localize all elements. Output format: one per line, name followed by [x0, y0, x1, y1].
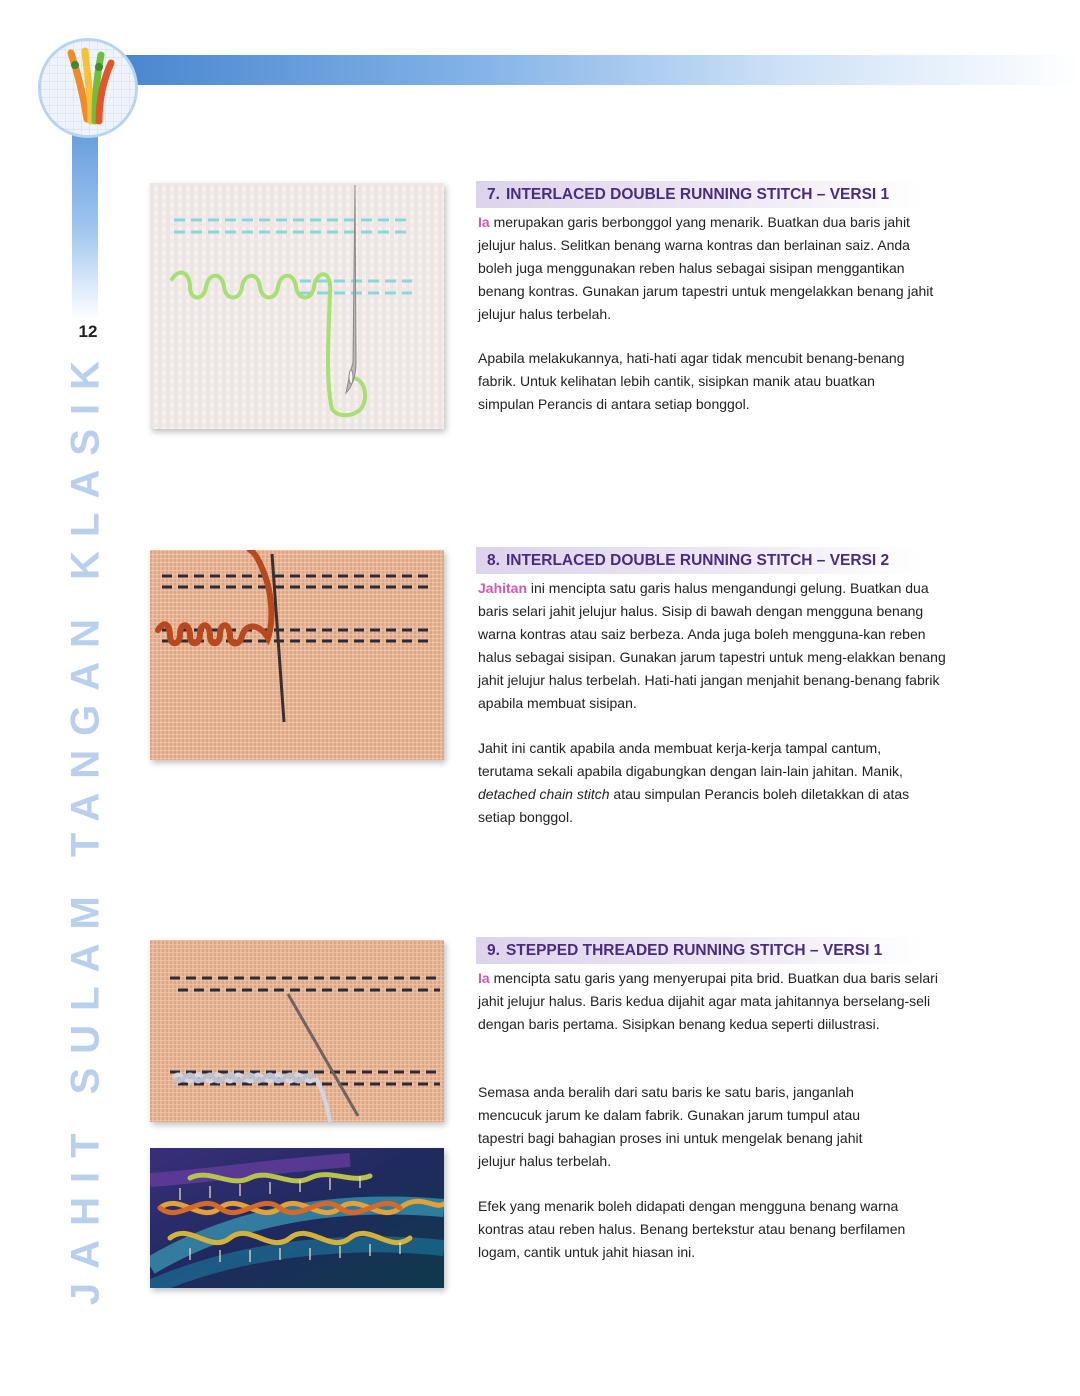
section-title-7 — [476, 181, 921, 208]
section-9-paragraph-3: Efek yang menarik boleh didapati dengan mengguna benang warna kontras atau reben halus. Benang bertekstur atau benang berfilamen logam, cantik untuk jahit hiasan ini. — [478, 1198, 906, 1260]
section-heading: INTERLACED DOUBLE RUNNING STITCH – VERSI 1 — [505, 186, 890, 203]
stitch-photo-8 — [150, 550, 444, 760]
lead-word: Ia — [478, 970, 490, 986]
stitch-illustration-7 — [150, 183, 444, 429]
lead-word: Ia — [478, 214, 490, 230]
paragraph-text: ini mencipta satu garis halus mengandungi gelung. Buatkan dua baris selari jahit jelujur halus. Sisip di bawah dengan mengguna benang warna kontras atau saiz berbeza. Anda juga boleh mengguna-kan reben halus sebagai sisipan. Gunakan jarum tapestri untuk meng-elakkan benang jahit jelujur halus terbelah. Hati-hati jangan menjahit benang-benang fabrik apabila membuat sisipan. — [478, 580, 946, 711]
italic-term: detached chain stitch — [478, 786, 610, 802]
page-number: 12 — [78, 322, 98, 341]
paragraph-text: mencipta satu garis yang menyerupai pita brid. Buatkan dua baris selari jahit jelujur halus. Baris kedua dijahit agar mata jahitannya berselang-seli dengan baris pertama. Sisipkan benang kedua seperti diilustrasi. — [478, 970, 938, 1032]
embroidery-sample-photo — [150, 1148, 444, 1288]
section-7-paragraph-2: Apabila melakukannya, hati-hati agar tidak mencubit benang-benang fabrik. Untuk kelihatan lebih cantik, sisipkan manik atau buatkan simpulan Perancis di antara setiap bonggol. — [478, 350, 905, 412]
section-7-paragraph-1 — [478, 211, 948, 326]
thread-logo-icon — [38, 38, 138, 138]
lead-word: Jahitan — [478, 580, 528, 596]
paragraph-text: merupakan garis berbonggol yang menarik. Buatkan dua baris jahit jelujur halus. Selitkan benang warna kontras dan berlainan saiz. Anda boleh juga menggunakan reben halus sebagai sisipan menggantikan benang kontras. Gunakan jarum tapestri untuk mengelakkan benang jahit jelujur halus terbelah. — [478, 214, 934, 322]
paragraph-text: Jahit ini cantik apabila anda membuat kerja-kerja tampal cantum, terutama sekali apabila digabungkan dengan lain-lain jahitan. Manik, — [478, 740, 903, 779]
section-9-paragraph-2: Semasa anda beralih dari satu baris ke satu baris, janganlah mencucuk jarum ke dalam fabrik. Gunakan jarum tumpul atau tapestri bagi bahagian proses ini untuk mengelak benang jahit jelujur halus terbelah. — [478, 1084, 863, 1169]
side-band — [72, 110, 98, 320]
section-number: 7. — [487, 186, 500, 203]
section-8-paragraph-2 — [478, 737, 923, 829]
header-band — [120, 55, 1080, 85]
section-title-8 — [476, 547, 921, 574]
stitch-photo-9 — [150, 940, 444, 1122]
section-title-9 — [476, 937, 921, 964]
section-9-paragraph-1 — [478, 967, 938, 1036]
section-heading: STEPPED THREADED RUNNING STITCH – VERSI 1 — [505, 942, 883, 959]
section-number: 8. — [487, 552, 500, 569]
section-number: 9. — [487, 942, 500, 959]
section-8-paragraph-1 — [478, 577, 948, 715]
book-title-vertical: JAHIT SULAM TANGAN KLASIK — [63, 346, 108, 1306]
paragraph-text: atau simpulan Perancis boleh diletakkan di atas setiap bonggol. — [478, 786, 910, 825]
section-heading: INTERLACED DOUBLE RUNNING STITCH – VERSI 2 — [505, 552, 890, 569]
